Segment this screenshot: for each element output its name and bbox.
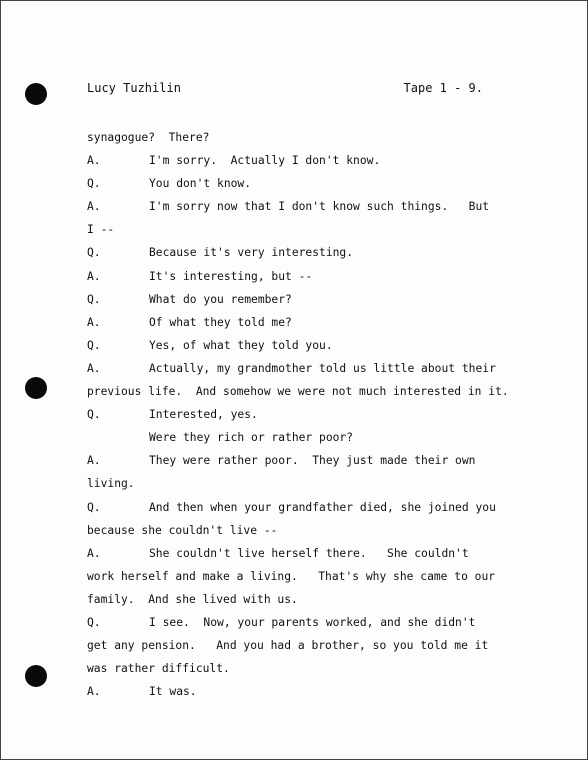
speaker-label: A. (87, 361, 101, 375)
line-text: I'm sorry. Actually I don't know. (149, 154, 381, 168)
transcript-line (87, 311, 527, 334)
transcript-line (87, 195, 527, 218)
speaker-label: A. (87, 685, 101, 699)
transcript-line (87, 426, 527, 449)
transcript-body (87, 126, 527, 703)
transcript-line (87, 149, 527, 172)
speaker-label: A. (87, 315, 101, 329)
line-text: You don't know. (149, 177, 252, 191)
punch-hole (25, 83, 47, 105)
transcript-line (87, 542, 527, 565)
line-text: was rather difficult. (87, 662, 230, 676)
line-text: I -- (87, 223, 115, 237)
speaker-label: A. (87, 154, 101, 168)
tape-number: Tape 1 - 9. (403, 81, 483, 95)
transcript-line (87, 357, 527, 380)
page-header (87, 81, 483, 95)
transcript-line (87, 380, 527, 403)
line-text: I'm sorry now that I don't know such things. But (149, 200, 490, 214)
transcript-line (87, 218, 527, 241)
line-text: work herself and make a living. That's why she came to our (87, 569, 496, 583)
transcript-line (87, 172, 527, 195)
line-text: And then when your grandfather died, she joined you (149, 500, 496, 514)
transcript-line (87, 519, 527, 542)
punch-hole (25, 665, 47, 687)
transcript-line (87, 496, 527, 519)
transcript-line (87, 680, 527, 703)
speaker-label: Q. (87, 177, 101, 191)
transcript-line (87, 241, 527, 264)
line-text: synagogue? There? (87, 131, 210, 144)
transcript-line (87, 449, 527, 472)
transcript-line (87, 588, 527, 611)
speaker-label: Q. (87, 615, 101, 629)
speaker-label: A. (87, 546, 101, 560)
transcript-line (87, 611, 527, 634)
line-text: Interested, yes. (149, 408, 258, 422)
interviewee-name: Lucy Tuzhilin (87, 81, 181, 95)
line-text: get any pension. And you had a brother, so you told me it (87, 639, 489, 653)
line-text: Actually, my grandmother told us little about their (149, 361, 496, 375)
speaker-label: A. (87, 200, 101, 214)
transcript-line (87, 657, 527, 680)
line-text: because she couldn't live -- (87, 523, 278, 537)
line-text: She couldn't live herself there. She couldn't (149, 546, 469, 560)
speaker-label: Q. (87, 246, 101, 260)
transcript-line (87, 334, 527, 357)
transcript-line (87, 265, 527, 288)
speaker-label: Q. (87, 408, 101, 422)
line-text: Because it's very interesting. (149, 246, 354, 260)
transcript-line (87, 288, 527, 311)
speaker-label: Q. (87, 338, 101, 352)
line-text: They were rather poor. They just made their own (149, 454, 476, 468)
line-text: What do you remember? (149, 292, 292, 306)
transcript-line (87, 403, 527, 426)
transcript-line (87, 565, 527, 588)
line-text: family. And she lived with us. (87, 592, 298, 606)
line-text: Of what they told me? (149, 315, 292, 329)
line-text: I see. Now, your parents worked, and she didn't (149, 615, 476, 629)
speaker-label: Q. (87, 292, 101, 306)
line-text: Were they rich or rather poor? (149, 431, 354, 445)
punch-hole (25, 377, 47, 399)
line-text: It was. (149, 685, 197, 699)
line-text: Yes, of what they told you. (149, 338, 333, 352)
transcript-line (87, 472, 527, 495)
speaker-label: A. (87, 454, 101, 468)
line-text: living. (87, 477, 135, 491)
transcript-line (87, 126, 527, 149)
line-text: It's interesting, but -- (149, 269, 313, 283)
speaker-label: A. (87, 269, 101, 283)
line-text: previous life. And somehow we were not much interested in it. (87, 385, 509, 399)
transcript-line (87, 634, 527, 657)
speaker-label: Q. (87, 500, 101, 514)
